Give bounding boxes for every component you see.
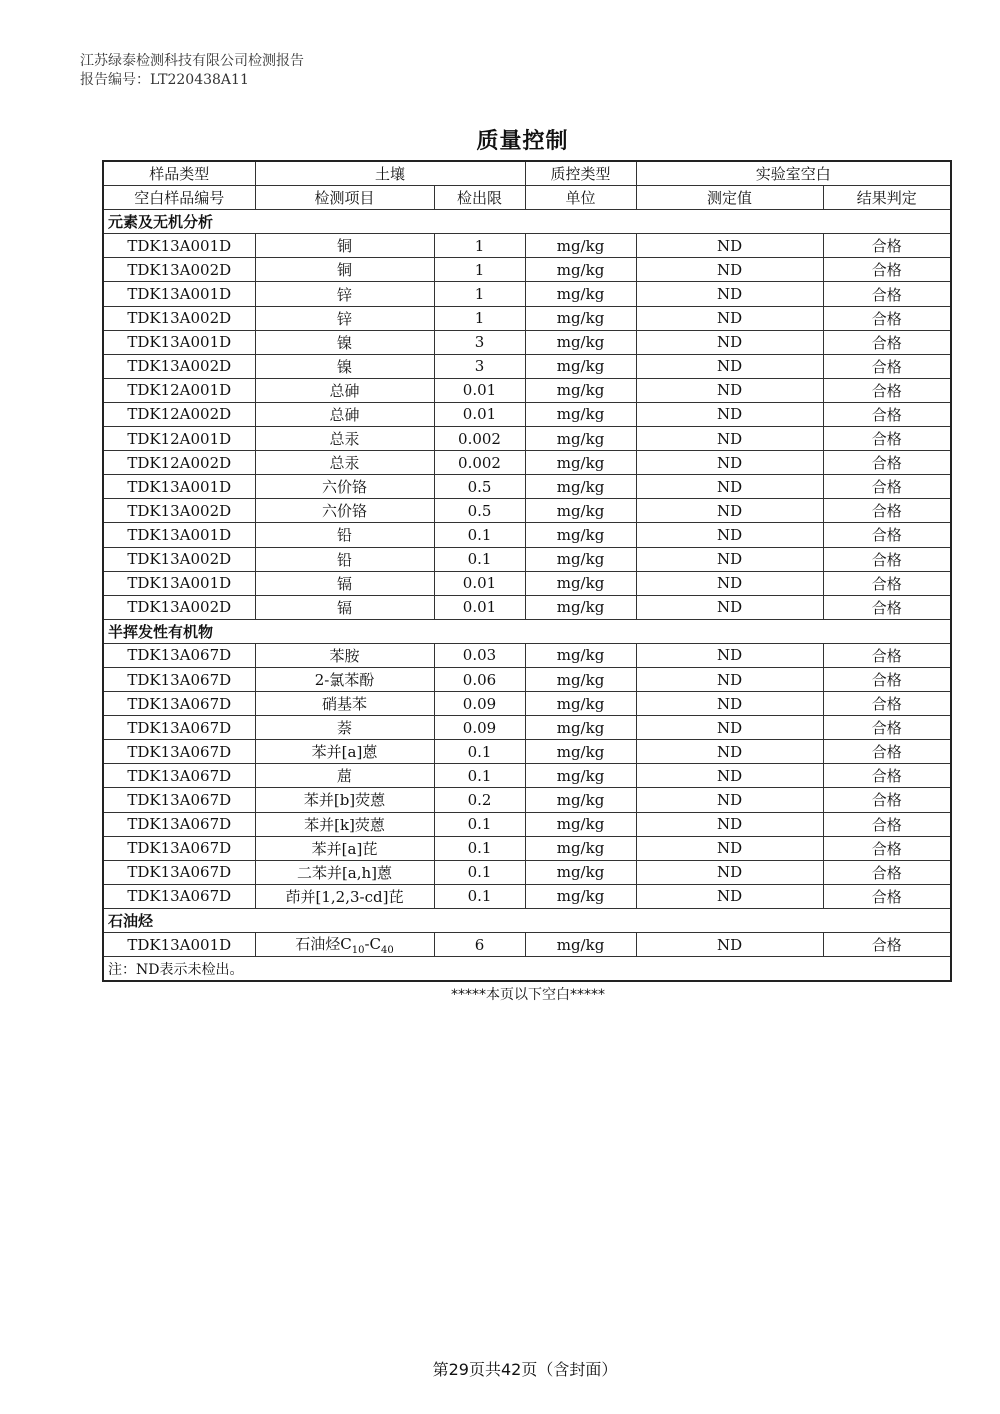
table-cell: 0.01 [434, 402, 525, 426]
table-cell: ND [636, 571, 823, 595]
table-cell: mg/kg [525, 282, 636, 306]
table-cell: 0.06 [434, 667, 525, 691]
table-cell: TDK13A067D [103, 740, 255, 764]
table-cell: mg/kg [525, 643, 636, 667]
table-cell: TDK13A002D [103, 595, 255, 619]
petro-sub-start: 10 [351, 945, 365, 957]
table-row [103, 692, 951, 716]
table-cell: 0.1 [434, 547, 525, 571]
table-cell: TDK13A002D [103, 306, 255, 330]
table-cell: 合格 [823, 667, 951, 691]
report-number: 报告编号：LT220438A11 [80, 72, 249, 88]
table-cell: ND [636, 354, 823, 378]
table-cell: mg/kg [525, 475, 636, 499]
petro-dash: -C [364, 935, 382, 954]
table-cell: ND [636, 475, 823, 499]
table-cell: ND [636, 499, 823, 523]
table-cell: ND [636, 306, 823, 330]
table-row [103, 402, 951, 426]
table-row [103, 306, 951, 330]
table-row [103, 716, 951, 740]
table-cell: mg/kg [525, 740, 636, 764]
table-cell: ND [636, 282, 823, 306]
table-row [103, 523, 951, 547]
table-cell: ND [636, 860, 823, 884]
table-row [103, 595, 951, 619]
end-of-page-note: *****本页以下空白***** [451, 987, 605, 1003]
header-cell: 质控类型 [525, 161, 636, 186]
table-cell: 0.5 [434, 499, 525, 523]
header-cell: 结果判定 [823, 186, 951, 210]
table-cell: 合格 [823, 258, 951, 282]
table-cell: 合格 [823, 378, 951, 402]
table-cell: mg/kg [525, 306, 636, 330]
company-name: 江苏绿泰检测科技有限公司检测报告 [80, 53, 304, 69]
table-cell: 0.1 [434, 764, 525, 788]
table-cell: ND [636, 933, 823, 957]
table-cell: TDK13A001D [103, 933, 255, 957]
table-cell: 合格 [823, 475, 951, 499]
table-cell: 合格 [823, 643, 951, 667]
table-cell: ND [636, 402, 823, 426]
table-cell: 锌 [255, 306, 434, 330]
table-cell: TDK13A067D [103, 836, 255, 860]
table-cell: TDK13A067D [103, 667, 255, 691]
table-cell: mg/kg [525, 234, 636, 258]
table-cell: 萘 [255, 716, 434, 740]
table-cell: 合格 [823, 451, 951, 475]
page-title: 质量控制 [476, 129, 569, 154]
table-cell: 合格 [823, 788, 951, 812]
header-row-2 [103, 186, 951, 210]
table-cell: ND [636, 427, 823, 451]
table-cell: 0.01 [434, 595, 525, 619]
table-cell: ND [636, 451, 823, 475]
header-cell: 空白样品编号 [103, 186, 255, 210]
table-cell: 0.01 [434, 571, 525, 595]
table-cell: mg/kg [525, 499, 636, 523]
table-cell: mg/kg [525, 402, 636, 426]
table-cell: 合格 [823, 402, 951, 426]
table-cell: 六价铬 [255, 499, 434, 523]
table-cell: 总汞 [255, 451, 434, 475]
table-cell: TDK13A001D [103, 282, 255, 306]
table-cell: 3 [434, 354, 525, 378]
table-cell: 铜 [255, 258, 434, 282]
table-cell: 总砷 [255, 378, 434, 402]
table-row [103, 667, 951, 691]
table-cell: 合格 [823, 812, 951, 836]
table-cell: 苯胺 [255, 643, 434, 667]
table-cell: mg/kg [525, 933, 636, 957]
table-cell: ND [636, 692, 823, 716]
table-cell: 铜 [255, 234, 434, 258]
table-cell: TDK13A001D [103, 475, 255, 499]
table-cell: mg/kg [525, 330, 636, 354]
table-cell: 合格 [823, 860, 951, 884]
table-cell: ND [636, 740, 823, 764]
table-cell: ND [636, 523, 823, 547]
table-row [103, 643, 951, 667]
table-cell: 合格 [823, 499, 951, 523]
table-cell: mg/kg [525, 571, 636, 595]
table-cell: 锌 [255, 282, 434, 306]
table-row [103, 884, 951, 908]
table-cell: 二苯并[a,h]蒽 [255, 860, 434, 884]
table-row [103, 499, 951, 523]
section-row [103, 210, 951, 234]
table-cell: TDK13A067D [103, 764, 255, 788]
table-cell: 合格 [823, 330, 951, 354]
table-cell: mg/kg [525, 547, 636, 571]
header-cell: 检出限 [434, 186, 525, 210]
table-cell: 合格 [823, 933, 951, 957]
table-cell: 合格 [823, 764, 951, 788]
table-cell: mg/kg [525, 667, 636, 691]
table-row [103, 860, 951, 884]
report-header [80, 52, 304, 90]
table-cell: mg/kg [525, 378, 636, 402]
table-cell: 0.09 [434, 692, 525, 716]
note-row [103, 957, 951, 982]
table-cell: ND [636, 836, 823, 860]
table-cell: 合格 [823, 234, 951, 258]
table-cell: 0.5 [434, 475, 525, 499]
page-footer: 第29页共42页（含封面） [432, 1360, 618, 1379]
table-cell: 2-氯苯酚 [255, 667, 434, 691]
table-cell: ND [636, 258, 823, 282]
table-cell: TDK13A067D [103, 884, 255, 908]
table-cell: 铅 [255, 547, 434, 571]
table-cell: 䓛 [255, 764, 434, 788]
table-cell: ND [636, 788, 823, 812]
table-cell: 硝基苯 [255, 692, 434, 716]
table-cell: 1 [434, 306, 525, 330]
table-row [103, 933, 951, 957]
qc-table [102, 160, 952, 982]
qc-table-body [103, 161, 951, 981]
table-cell: 合格 [823, 306, 951, 330]
table-row [103, 282, 951, 306]
table-cell: 合格 [823, 692, 951, 716]
table-cell: mg/kg [525, 354, 636, 378]
table-cell: 合格 [823, 884, 951, 908]
table-cell: ND [636, 330, 823, 354]
table-cell: 0.1 [434, 812, 525, 836]
table-cell: 合格 [823, 836, 951, 860]
table-cell: 1 [434, 234, 525, 258]
table-row [103, 258, 951, 282]
table-cell: TDK12A001D [103, 427, 255, 451]
table-cell: 0.1 [434, 884, 525, 908]
table-row [103, 451, 951, 475]
table-cell: ND [636, 547, 823, 571]
table-cell: 苯并[a]蒽 [255, 740, 434, 764]
table-cell: 0.002 [434, 451, 525, 475]
section-row [103, 619, 951, 643]
table-cell: 合格 [823, 740, 951, 764]
table-cell: ND [636, 234, 823, 258]
table-cell: 苯并[a]芘 [255, 836, 434, 860]
header-cell: 实验室空白 [636, 161, 951, 186]
table-cell: TDK13A067D [103, 788, 255, 812]
table-cell: mg/kg [525, 451, 636, 475]
table-cell: ND [636, 667, 823, 691]
petro-base: 石油烃C [295, 935, 352, 954]
table-row [103, 836, 951, 860]
table-cell: 0.1 [434, 740, 525, 764]
table-cell: 镉 [255, 595, 434, 619]
table-cell: 0.1 [434, 860, 525, 884]
table-row [103, 764, 951, 788]
table-cell: ND [636, 812, 823, 836]
table-cell: mg/kg [525, 884, 636, 908]
table-cell: 镉 [255, 571, 434, 595]
table-cell: mg/kg [525, 523, 636, 547]
table-cell: 合格 [823, 547, 951, 571]
table-cell: TDK12A001D [103, 378, 255, 402]
table-cell: TDK13A001D [103, 234, 255, 258]
table-cell: ND [636, 595, 823, 619]
header-cell: 样品类型 [103, 161, 255, 186]
header-cell: 检测项目 [255, 186, 434, 210]
table-cell: 0.1 [434, 836, 525, 860]
table-cell: 铅 [255, 523, 434, 547]
table-row [103, 571, 951, 595]
table-row [103, 378, 951, 402]
table-cell: mg/kg [525, 836, 636, 860]
table-cell: mg/kg [525, 692, 636, 716]
table-cell: 镍 [255, 330, 434, 354]
table-cell: TDK13A067D [103, 812, 255, 836]
table-cell: 合格 [823, 282, 951, 306]
petroleum-item-cell [255, 933, 434, 957]
table-cell: ND [636, 884, 823, 908]
table-cell: TDK13A002D [103, 258, 255, 282]
table-cell: 6 [434, 933, 525, 957]
table-cell: 0.1 [434, 523, 525, 547]
table-cell: 合格 [823, 427, 951, 451]
table-cell: mg/kg [525, 595, 636, 619]
header-cell: 土壤 [255, 161, 525, 186]
table-cell: TDK12A002D [103, 402, 255, 426]
table-row [103, 330, 951, 354]
table-row [103, 740, 951, 764]
table-cell: 合格 [823, 595, 951, 619]
table-cell: 0.09 [434, 716, 525, 740]
table-cell: 镍 [255, 354, 434, 378]
table-cell: TDK13A001D [103, 330, 255, 354]
table-cell: TDK13A001D [103, 571, 255, 595]
table-row [103, 812, 951, 836]
table-cell: 合格 [823, 716, 951, 740]
section-title: 半挥发性有机物 [103, 619, 951, 643]
table-cell: TDK13A002D [103, 499, 255, 523]
table-cell: 1 [434, 282, 525, 306]
table-cell: TDK13A002D [103, 354, 255, 378]
table-row [103, 427, 951, 451]
table-cell: 0.01 [434, 378, 525, 402]
table-cell: 苯并[k]荧蒽 [255, 812, 434, 836]
table-cell: ND [636, 643, 823, 667]
table-cell: mg/kg [525, 716, 636, 740]
table-cell: ND [636, 378, 823, 402]
header-row-1 [103, 161, 951, 186]
table-cell: 苯并[b]荧蒽 [255, 788, 434, 812]
table-cell: mg/kg [525, 427, 636, 451]
table-cell: 3 [434, 330, 525, 354]
table-cell: 1 [434, 258, 525, 282]
section-row [103, 908, 951, 932]
table-cell: TDK13A001D [103, 523, 255, 547]
table-cell: 总汞 [255, 427, 434, 451]
table-cell: TDK13A067D [103, 692, 255, 716]
section-title: 元素及无机分析 [103, 210, 951, 234]
table-cell: mg/kg [525, 788, 636, 812]
table-cell: TDK13A067D [103, 643, 255, 667]
section-title: 石油烃 [103, 908, 951, 932]
table-row [103, 547, 951, 571]
table-cell: 0.2 [434, 788, 525, 812]
table-row [103, 788, 951, 812]
petro-sub-end: 40 [381, 945, 394, 957]
table-cell: mg/kg [525, 860, 636, 884]
table-note: 注：ND表示未检出。 [103, 957, 951, 982]
table-cell: 0.03 [434, 643, 525, 667]
table-cell: TDK13A067D [103, 716, 255, 740]
table-cell: ND [636, 764, 823, 788]
table-cell: 总砷 [255, 402, 434, 426]
table-cell: 合格 [823, 571, 951, 595]
table-cell: mg/kg [525, 258, 636, 282]
table-cell: TDK13A067D [103, 860, 255, 884]
table-row [103, 234, 951, 258]
table-cell: 0.002 [434, 427, 525, 451]
table-cell: 合格 [823, 354, 951, 378]
table-row [103, 354, 951, 378]
table-cell: mg/kg [525, 764, 636, 788]
table-row [103, 475, 951, 499]
table-cell: ND [636, 716, 823, 740]
table-cell: 茚并[1,2,3-cd]芘 [255, 884, 434, 908]
table-cell: mg/kg [525, 812, 636, 836]
header-cell: 测定值 [636, 186, 823, 210]
table-cell: 六价铬 [255, 475, 434, 499]
table-cell: TDK13A002D [103, 547, 255, 571]
header-cell: 单位 [525, 186, 636, 210]
table-cell: TDK12A002D [103, 451, 255, 475]
table-cell: 合格 [823, 523, 951, 547]
